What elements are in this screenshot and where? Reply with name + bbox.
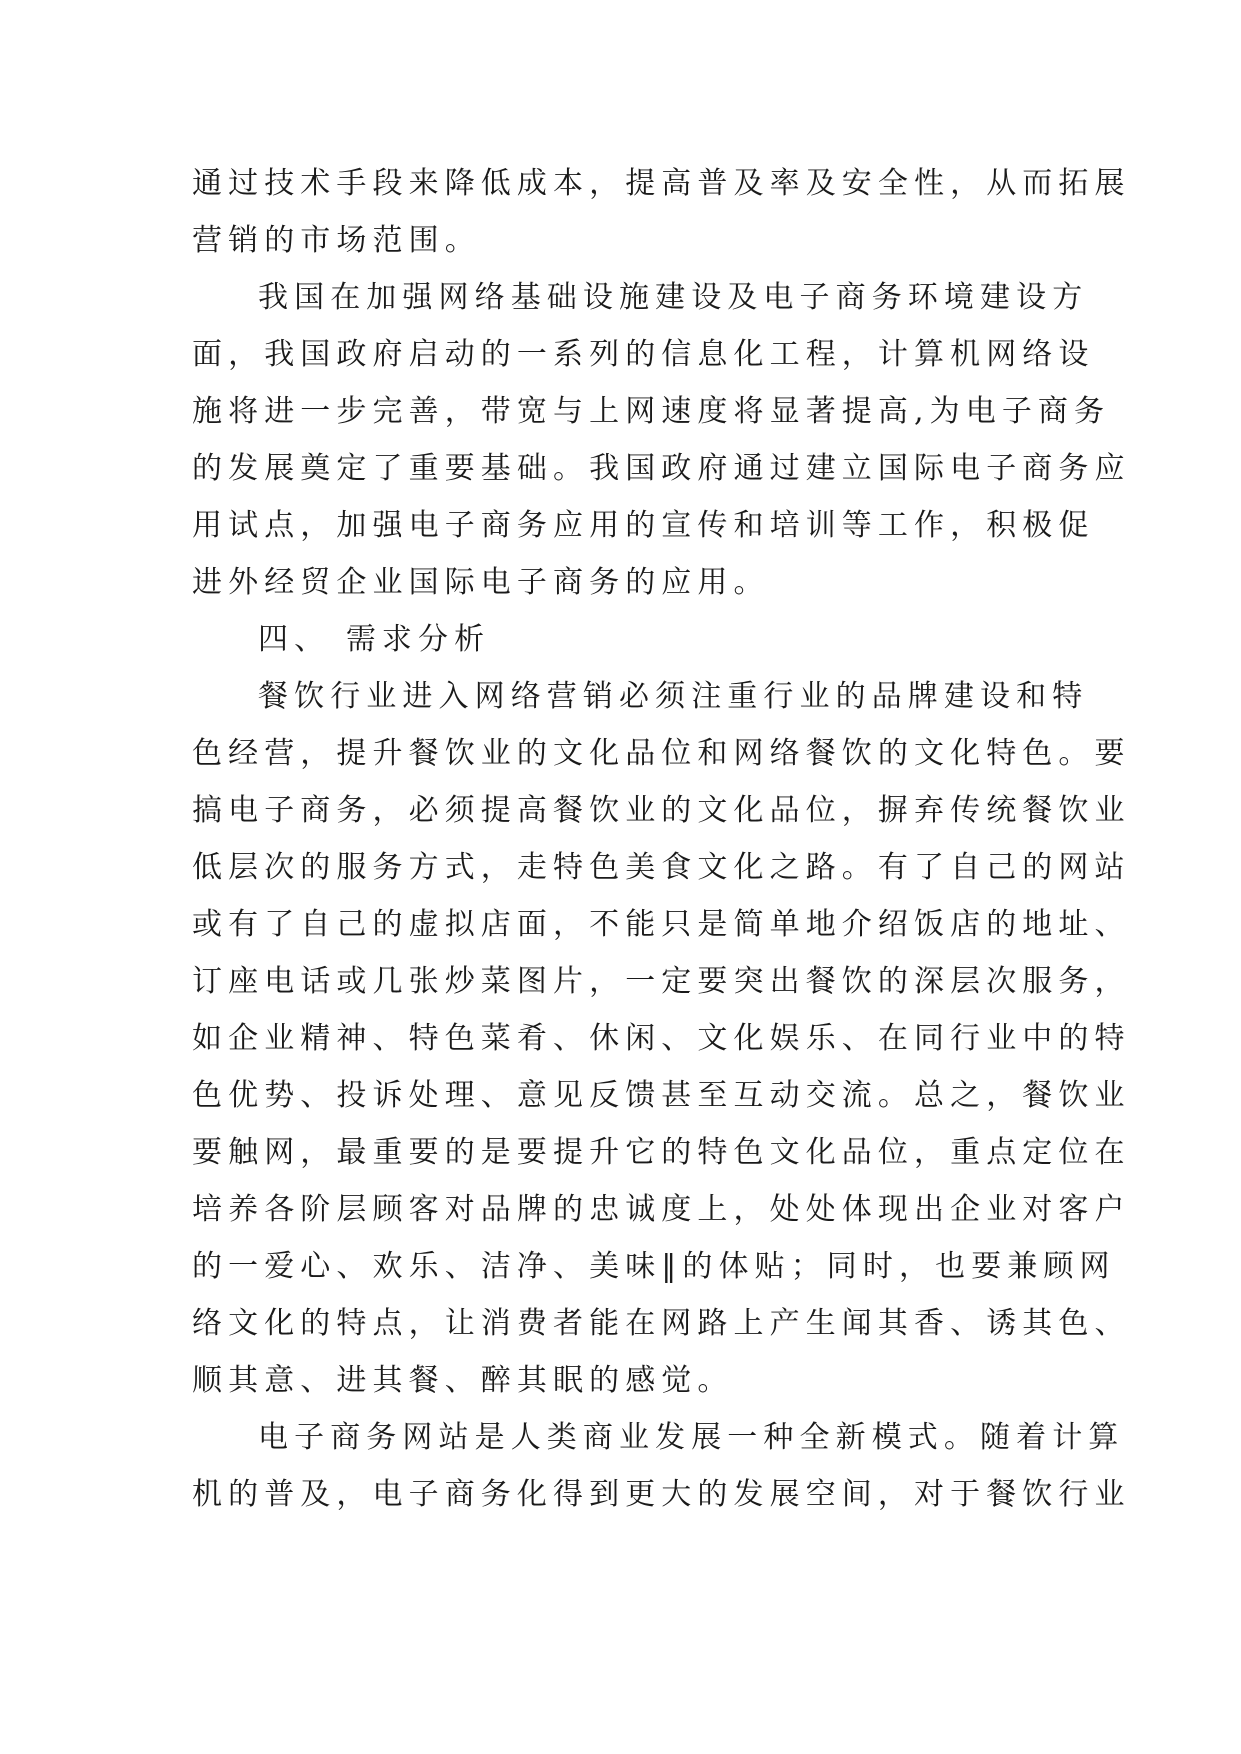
text-line: 的发展奠定了重要基础。我国政府通过建立国际电子商务应 [192, 451, 1131, 486]
text-line: 色优势、投诉处理、意见反馈甚至互动交流。总之，餐饮业 [192, 1078, 1131, 1113]
text-line: 络文化的特点，让消费者能在网路上产生闻其香、诱其色、 [192, 1306, 1131, 1341]
text-line: 顺其意、进其餐、醉其眠的感觉。 [192, 1363, 734, 1398]
text-line: 低层次的服务方式，走特色美食文化之路。有了自己的网站 [192, 850, 1131, 885]
paragraph-cost-reduction [192, 155, 1131, 269]
text-line: 机的普及，电子商务化得到更大的发展空间，对于餐饮行业 [192, 1477, 1131, 1512]
section-heading-demand-analysis [192, 611, 1048, 668]
paragraph-ecommerce-website [192, 1409, 1131, 1523]
paragraph-catering-branding [192, 668, 1131, 1409]
text-line: 如企业精神、特色菜肴、休闲、文化娱乐、在同行业中的特 [192, 1021, 1131, 1056]
text-line: 营销的市场范围。 [192, 223, 481, 258]
text-line: 要触网，最重要的是要提升它的特色文化品位，重点定位在 [192, 1135, 1131, 1170]
text-line: 或有了自己的虚拟店面，不能只是简单地介绍饭店的地址、 [192, 907, 1131, 942]
text-line: 餐饮行业进入网络营销必须注重行业的品牌建设和特 [258, 679, 1089, 714]
section-heading: 四、 需求分析 [258, 622, 491, 657]
text-line: 的一爱心、欢乐、洁净、美味‖的体贴；同时，也要兼顾网 [192, 1249, 1116, 1284]
text-line: 色经营，提升餐饮业的文化品位和网络餐饮的文化特色。要 [192, 736, 1131, 771]
body-text [192, 155, 1131, 1523]
paragraph-infrastructure [192, 269, 1131, 611]
text-line: 进外经贸企业国际电子商务的应用。 [192, 565, 770, 600]
text-line: 施将进一步完善，带宽与上网速度将显著提高,为电子商务 [192, 394, 1111, 429]
text-line: 搞电子商务，必须提高餐饮业的文化品位，摒弃传统餐饮业 [192, 793, 1131, 828]
text-line: 通过技术手段来降低成本，提高普及率及安全性，从而拓展 [192, 166, 1131, 201]
text-line: 我国在加强网络基础设施建设及电子商务环境建设方 [258, 280, 1089, 315]
text-line: 面，我国政府启动的一系列的信息化工程，计算机网络设 [192, 337, 1095, 372]
text-line: 用试点，加强电子商务应用的宣传和培训等工作，积极促 [192, 508, 1095, 543]
text-line: 订座电话或几张炒菜图片，一定要突出餐饮的深层次服务， [192, 964, 1131, 999]
text-line: 培养各阶层顾客对品牌的忠诚度上，处处体现出企业对客户 [192, 1192, 1131, 1227]
text-line: 电子商务网站是人类商业发展一种全新模式。随着计算 [258, 1420, 1125, 1455]
